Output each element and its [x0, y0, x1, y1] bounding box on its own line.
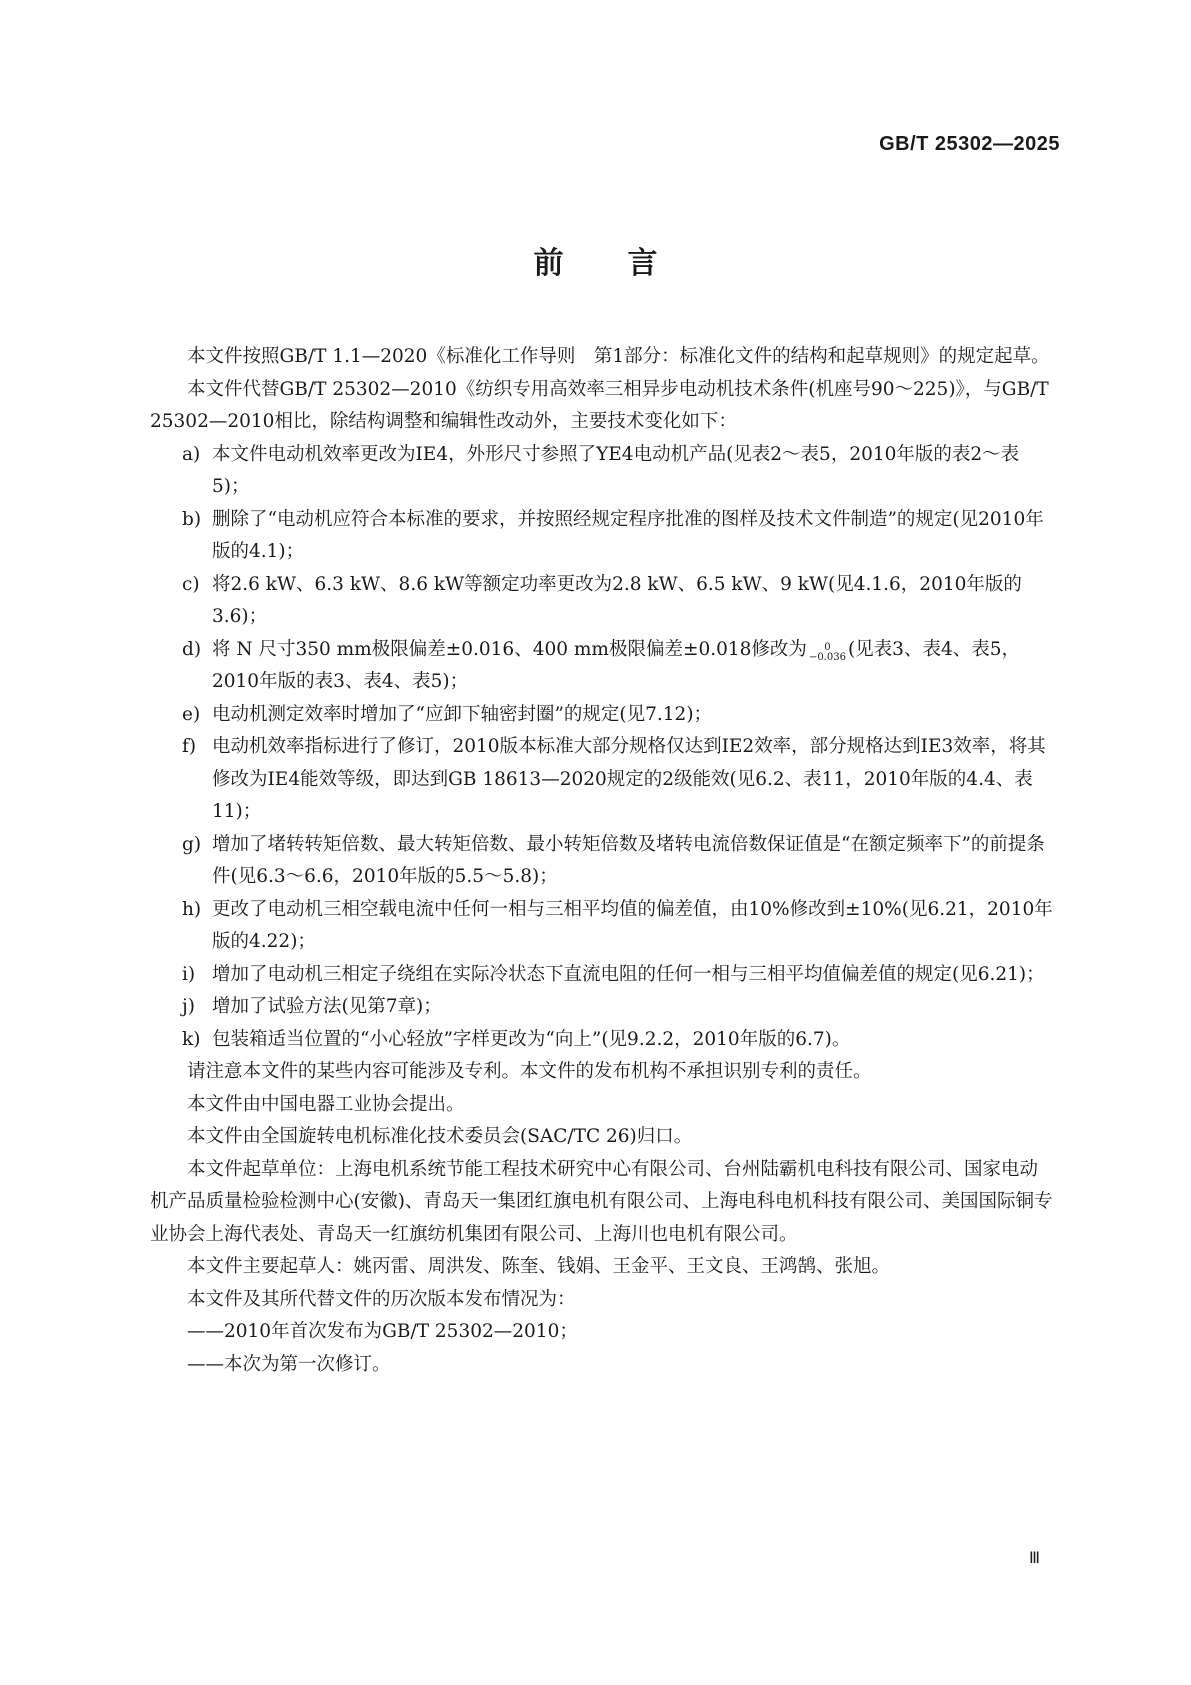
- centralized-paragraph: 本文件由全国旋转电机标准化技术委员会(SAC/TC 26)归口。: [187, 1126, 693, 1147]
- list-item-text: 电动机效率指标进行了修订，2010版本标准大部分规格仅达到IE2效率，部分规格达到IE3效率，将其修改为IE4能效等级，即达到GB 18613—2020规定的2级能效(见6.2、表11，2010年版的4.4、表11)；: [212, 736, 1046, 822]
- history-item: ——2010年首次发布为GB/T 25302—2010；: [187, 1321, 578, 1342]
- list-item-text: (见表3、表4、表5，2010年版的表3、表4、表5)；: [212, 638, 1020, 692]
- list-item: [150, 439, 1056, 504]
- tolerance-lower: −0.036: [808, 651, 846, 663]
- standard-code: GB/T 25302—2025: [879, 133, 1060, 155]
- list-item: [150, 1024, 1056, 1057]
- intro-paragraph-1: 本文件按照GB/T 1.1—2020《标准化工作导则 第1部分：标准化文件的结构和起草规则》的规定起草。: [187, 346, 1050, 367]
- list-marker: j): [182, 996, 195, 1017]
- list-item: [150, 731, 1056, 829]
- patent-notice: 请注意本文件的某些内容可能涉及专利。本文件的发布机构不承担识别专利的责任。: [187, 1061, 872, 1082]
- list-marker: c): [182, 573, 200, 595]
- list-marker: d): [182, 638, 202, 660]
- technical-changes-list: [150, 439, 1056, 1057]
- title-char-2: 言: [627, 246, 658, 281]
- list-item-text: 增加了试验方法(见第7章)；: [212, 996, 442, 1017]
- list-marker: e): [182, 703, 201, 725]
- history-paragraph: 本文件及其所代替文件的历次版本发布情况为：: [187, 1288, 576, 1310]
- list-item: [150, 829, 1056, 894]
- list-marker: b): [182, 508, 202, 530]
- tolerance-value: [809, 643, 846, 663]
- list-marker: a): [182, 443, 201, 465]
- list-item-text: 将 N 尺寸350 mm极限偏差±0.016、400 mm极限偏差±0.018修改为: [212, 638, 807, 660]
- tolerance-upper: 0: [824, 641, 831, 653]
- list-item-text: 将2.6 kW、6.3 kW、8.6 kW等额定功率更改为2.8 kW、6.5 kW、9 kW(见4.1.6，2010年版的3.6)；: [212, 573, 1022, 627]
- drafters-paragraph: 本文件主要起草人：姚丙雷、周洪发、陈奎、钱娟、王金平、王文良、王鸿鹄、张旭。: [187, 1256, 891, 1277]
- list-item-text: 增加了堵转转矩倍数、最大转矩倍数、最小转矩倍数及堵转电流倍数保证值是“在额定频率下”的前提条件(见6.3～6.6，2010年版的5.5～5.8)；: [212, 833, 1045, 887]
- list-item: [150, 504, 1056, 569]
- page-number: Ⅲ: [1028, 1550, 1040, 1567]
- history-item: ——本次为第一次修订。: [187, 1353, 391, 1375]
- list-item-text: 更改了电动机三相空载电流中任何一相与三相平均值的偏差值，由10%修改到±10%(见6.21，2010年版的4.22)；: [212, 898, 1053, 952]
- list-item-text: 本文件电动机效率更改为IE4，外形尺寸参照了YE4电动机产品(见表2～表5，2010年版的表2～表5)；: [212, 443, 1020, 497]
- list-item: [150, 699, 1056, 732]
- list-item: [150, 991, 1056, 1024]
- foreword-body: [150, 341, 1056, 1381]
- list-item-text: 包装箱适当位置的“小心轻放”字样更改为“向上”(见9.2.2，2010年版的6.7)。: [212, 1028, 851, 1050]
- list-marker: f): [182, 736, 197, 757]
- list-item: [150, 894, 1056, 959]
- list-marker: i): [182, 963, 196, 985]
- list-item-text: 电动机测定效率时增加了“应卸下轴密封圈”的规定(见7.12)；: [212, 703, 713, 725]
- list-item-text: 删除了“电动机应符合本标准的要求，并按照经规定程序批准的图样及技术文件制造”的规定(见2010年版的4.1)；: [212, 508, 1044, 562]
- list-item: [150, 634, 1056, 699]
- list-item: [150, 959, 1056, 992]
- list-marker: h): [182, 898, 202, 920]
- list-item-text: 增加了电动机三相定子绕组在实际冷状态下直流电阻的任何一相与三相平均值偏差值的规定(见6.21)；: [212, 963, 1045, 985]
- list-marker: k): [182, 1028, 201, 1050]
- list-item: [150, 569, 1056, 634]
- intro-paragraph-2: 本文件代替GB/T 25302—2010《纺织专用高效率三相异步电动机技术条件(机座号90～225)》，与GB/T 25302—2010相比，除结构调整和编辑性改动外，主要技术变化如下：: [150, 378, 1049, 432]
- page-title: [0, 238, 1191, 282]
- list-marker: g): [182, 833, 202, 855]
- proposer-paragraph: 本文件由中国电器工业协会提出。: [187, 1093, 465, 1115]
- title-char-1: 前: [533, 246, 564, 281]
- drafting-units-paragraph: 本文件起草单位：上海电机系统节能工程技术研究中心有限公司、台州陆霸机电科技有限公司、国家电动机产品质量检验检测中心(安徽)、青岛天一集团红旗电机有限公司、上海电科电机科技有限公司、美国国际铜专业协会上海代表处、青岛天一红旗纺机集团有限公司、上海川也电机有限公司。: [150, 1158, 1053, 1245]
